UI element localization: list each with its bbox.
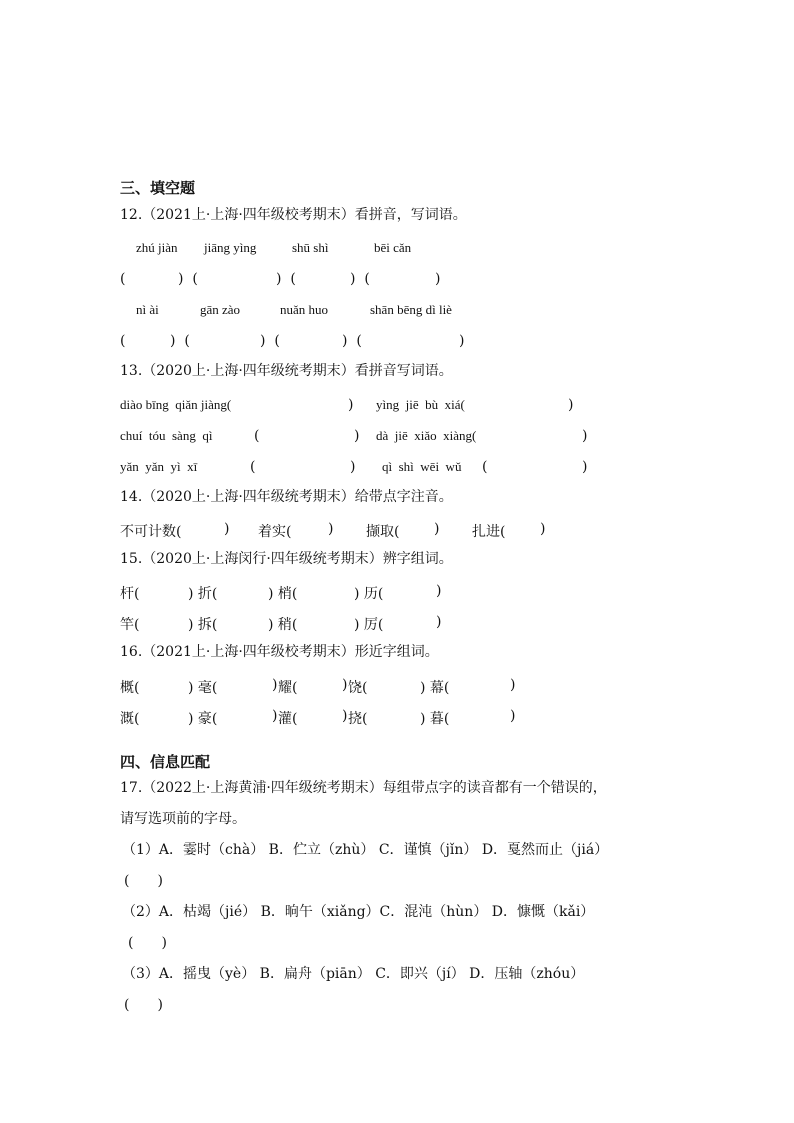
q17-options-1: （1）A．霎时（chà） B．伫立（zhù） C．谨慎（jǐn） D．戛然而止（jiá） [122,842,609,858]
q12-pinyin: nuǎn huo [280,302,329,317]
q12-pinyin: shān bēng dì liè [370,302,452,317]
answer-blank[interactable]: ) [342,677,348,693]
question-16-stem: 16.（2021上·上海·四年级校考期末）形近字组词。 [120,644,439,660]
question-12-stem: 12.（2021上·上海·四年级校考期末）看拼音，写词语。 [120,207,467,223]
q16-char: 溉( [120,711,140,727]
q16-char: 饶( [348,680,368,696]
q13-pinyin: yìng jiē bù xiá( [376,397,465,412]
answer-blank[interactable]: ( ) [124,997,163,1013]
q13-pinyin: chuí tóu sàng qì [120,428,213,443]
q17-options-2: （2）A．枯竭（jié） B．晌午（xiǎng）C．混沌（hùn） D．慷慨（kǎi） [122,904,595,920]
answer-blank[interactable]: ) ( [350,271,370,287]
section-title-fill-in: 三、填空题 [120,179,196,197]
q15-char: ) 稍( [268,617,298,633]
answer-blank[interactable]: ) ( [342,333,362,349]
answer-blank[interactable]: ) [568,397,574,413]
q13-pinyin: dà jiē xiǎo xiàng( [376,428,477,443]
answer-blank[interactable]: ) [434,521,440,537]
answer-blank[interactable]: ( ) [128,935,167,951]
answer-blank[interactable]: ) [510,677,516,693]
q15-char: ) 梢( [268,586,298,602]
question-14-stem: 14.（2020上·上海·四年级统考期末）给带点字注音。 [120,489,453,505]
q13-pinyin: diào bīng qiǎn jiàng( [120,397,232,412]
answer-blank[interactable]: ) [224,521,230,537]
answer-blank[interactable]: ( [254,428,260,444]
q16-char: 挠( [348,711,368,727]
answer-blank[interactable]: ) ( [170,333,190,349]
answer-blank[interactable]: ) ( [276,271,296,287]
q13-pinyin: yǎn yǎn yì xī [120,459,198,474]
q12-pinyin: gān zào [200,302,241,317]
answer-blank[interactable]: ) ( [260,333,280,349]
answer-blank[interactable]: ( [120,333,126,349]
q15-char: 竿( [120,617,140,633]
q12-pinyin: zhú jiàn [136,240,178,255]
answer-blank[interactable]: ) [436,614,442,630]
answer-blank[interactable]: ( [120,271,126,287]
q12-pinyin: shū shì [292,240,329,255]
q16-char: ) 豪( [188,711,218,727]
q14-word: 不可计数( [120,524,182,540]
answer-blank[interactable]: ) [540,521,546,537]
q15-char: ) 拆( [188,617,218,633]
q13-pinyin: qì shì wēi wǔ [382,459,462,474]
answer-blank[interactable]: ) [328,521,334,537]
q16-char: 概( [120,680,140,696]
q16-char: ) 幕( [420,680,450,696]
answer-blank[interactable]: ) [510,708,516,724]
q16-char: ) 暮( [420,711,450,727]
q12-pinyin: bēi cǎn [374,240,412,255]
answer-blank[interactable]: ) [348,397,354,413]
q14-word: 撷取( [366,524,400,540]
answer-blank[interactable]: ) [354,428,360,444]
answer-blank[interactable]: ) [582,428,588,444]
question-15-stem: 15.（2020上·上海闵行·四年级统考期末）辨字组词。 [120,551,453,567]
q16-char: 耀( [278,680,298,696]
q16-char: ) 毫( [188,680,218,696]
answer-blank[interactable]: ) [342,708,348,724]
question-17-stem-line-1: 17.（2022上·上海黄浦·四年级统考期末）每组带点字的读音都有一个错误的， [120,780,607,796]
q17-options-3: （3）A．摇曳（yè） B．扁舟（piān） C．即兴（jí） D．压轴（zhóu） [122,966,585,982]
q15-char: ) 厉( [354,617,384,633]
answer-blank[interactable]: ) [350,459,356,475]
q12-pinyin: nì ài [136,302,159,317]
answer-blank[interactable]: ) [272,708,278,724]
q15-char: ) 折( [188,586,218,602]
answer-blank[interactable]: ( ) [124,873,163,889]
answer-blank[interactable]: ) ( [178,271,198,287]
q15-char: ) 历( [354,586,384,602]
answer-blank[interactable]: ( [482,459,488,475]
answer-blank[interactable]: ( [250,459,256,475]
q12-pinyin: jiāng yìng [204,240,257,255]
q14-word: 扎进( [472,524,506,540]
q14-word: 着实( [258,524,292,540]
section-title-info-match: 四、信息匹配 [120,753,211,771]
q16-char: 灌( [278,711,298,727]
q15-char: 杆( [120,586,140,602]
answer-blank[interactable]: ) [272,677,278,693]
answer-blank[interactable]: ) [436,583,442,599]
answer-blank[interactable]: ) [459,333,465,349]
answer-blank[interactable]: ) [435,271,441,287]
question-17-stem-line-2: 请写选项前的字母。 [120,811,246,827]
question-13-stem: 13.（2020上·上海·四年级统考期末）看拼音写词语。 [120,363,453,379]
answer-blank[interactable]: ) [582,459,588,475]
